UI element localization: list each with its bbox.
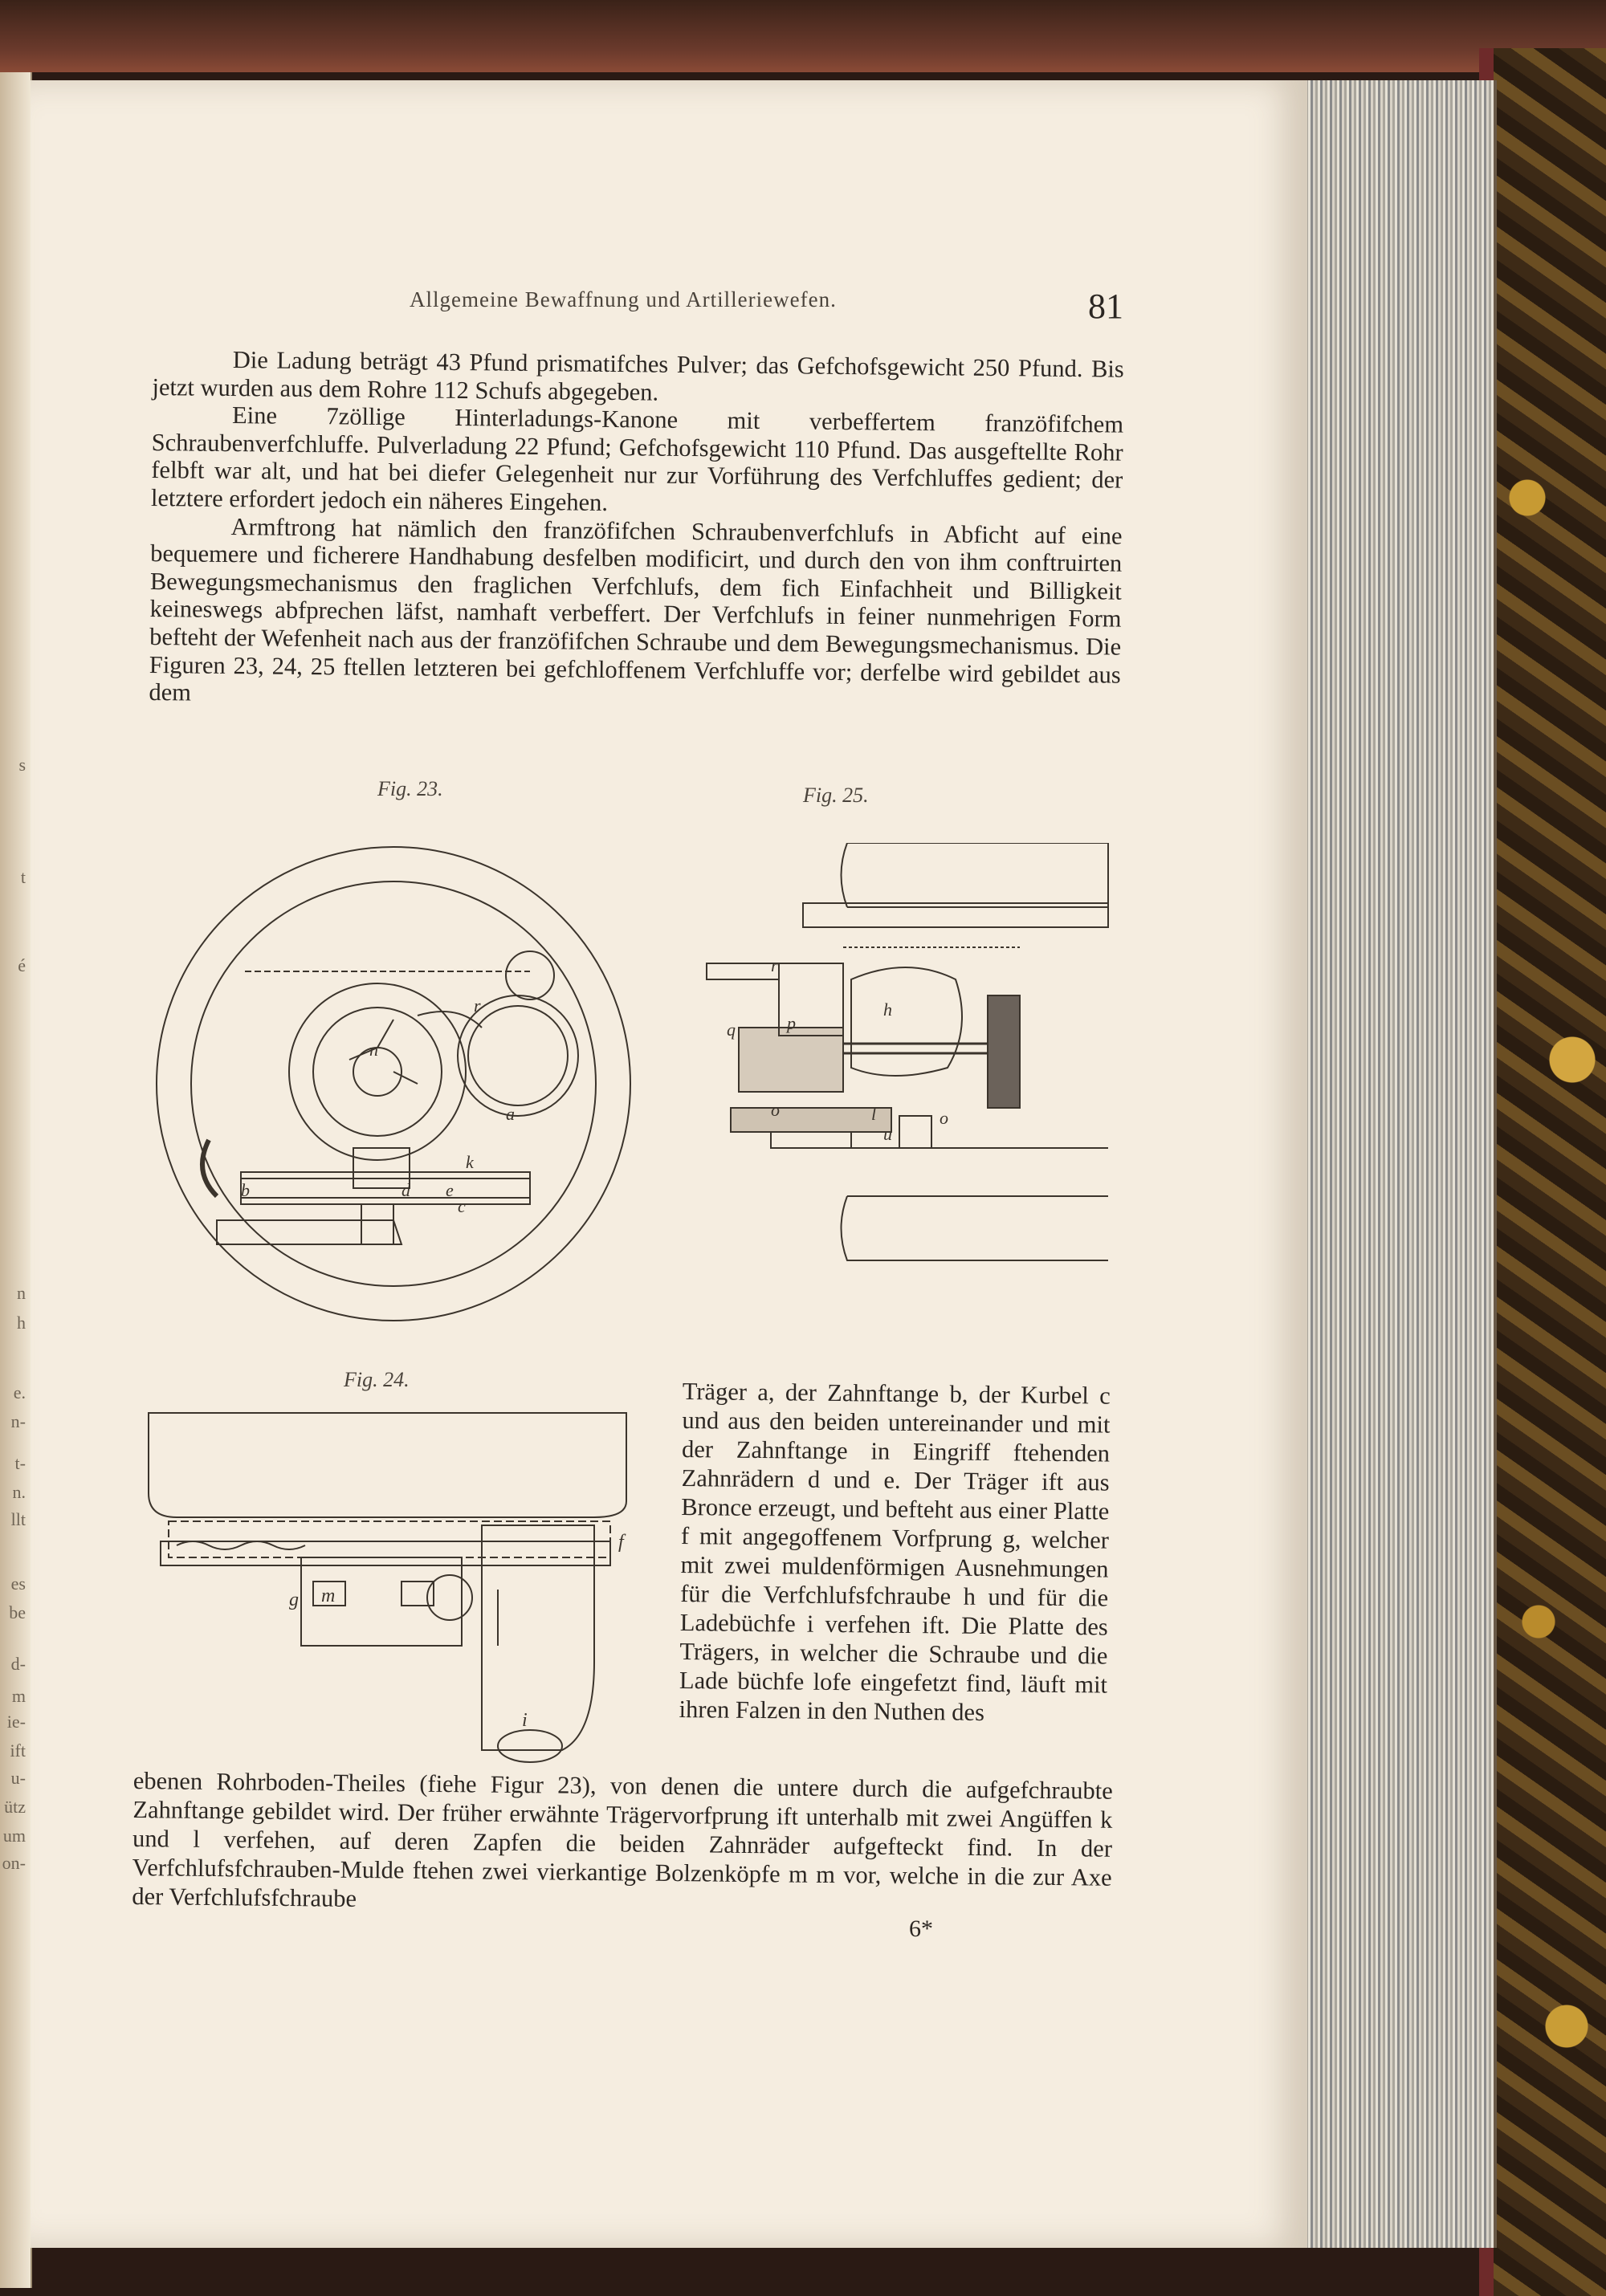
fig25-label: h bbox=[883, 999, 892, 1020]
figure-25-breech-section bbox=[683, 843, 1116, 1276]
figure-23-breech-front-view bbox=[153, 843, 634, 1325]
page-edges bbox=[1301, 80, 1497, 2248]
left-fragment: ie- bbox=[6, 1712, 26, 1732]
left-fragment: m bbox=[11, 1686, 26, 1706]
left-fragment: t bbox=[20, 867, 26, 887]
left-fragment: d- bbox=[10, 1654, 26, 1674]
book-cover-top bbox=[0, 0, 1606, 72]
fig25-label: o bbox=[940, 1108, 948, 1128]
fig23-label: e bbox=[446, 1180, 454, 1200]
left-fragment: t- bbox=[14, 1453, 26, 1473]
left-fragment: um bbox=[2, 1826, 26, 1846]
left-fragment: on- bbox=[2, 1853, 26, 1873]
left-fragment: ütz bbox=[4, 1797, 26, 1817]
fig25-label: l bbox=[871, 1104, 877, 1124]
paragraph: Die Ladung beträgt 43 Pfund prismatifches Pulver; das Gefchofsgewicht 250 Pfund. Bis jetzt wurden aus dem Rohre 112 Schufs abgegeben. bbox=[152, 346, 1124, 406]
figure-caption-23: Fig. 23. bbox=[377, 777, 443, 800]
fig24-label: f bbox=[618, 1532, 624, 1553]
fig23-label: r bbox=[474, 995, 481, 1016]
left-fragment: e. bbox=[13, 1382, 26, 1402]
fig23-label: d bbox=[402, 1180, 410, 1200]
left-page-edge bbox=[0, 72, 32, 2288]
fig23-label: n bbox=[369, 1040, 378, 1060]
left-fragment: n. bbox=[12, 1482, 26, 1502]
left-fragment: é bbox=[18, 955, 26, 975]
left-fragment: h bbox=[17, 1313, 26, 1333]
figure-24-breech-top-view bbox=[145, 1397, 642, 1766]
signature-mark: 6* bbox=[909, 1915, 933, 1942]
running-title: Allgemeine Bewaffnung und Artilleriewefen. bbox=[410, 287, 837, 311]
left-fragment: es bbox=[10, 1573, 26, 1594]
fig23-label: k bbox=[466, 1152, 474, 1172]
marbled-cover bbox=[1479, 48, 1606, 2296]
paragraph: Eine 7zöllige Hinterladungs-Kanone mit verbeffertem franzöfifchem Schraubenverfchluffe. Pulverladung 22 Pfund; Gefchofsgewicht 110 Pfund. Das ausgeftellte Rohr felbft war alt, und hat bei diefer Gelegenheit nur zur Vorführung des Verfchluffes gedient; der letztere erfordert jedoch ein näheres Eingehen. bbox=[150, 401, 1124, 516]
side-column-text: Träger a, der Zahnftange b, der Kurbel c und aus den beiden untereinander und mit der Zahnftange in Eingriff ftehenden Zahnrädern d und e. Der Träger ift aus Bronce erzeugt, und befteht aus einer Platte f mit angegoffenem Vorfprung g, welcher mit zwei muldenförmigen Ausnehmungen für die Verfchlufsfchraube h und für die Ladebüchfe i verfehen ift. Die Platte des Trägers, in welcher die Schraube und die Lade büchfe lofe eingefetzt find, läuft mit ihren Falzen in den Nuthen des bbox=[679, 1378, 1111, 1726]
figure-caption-24: Fig. 24. bbox=[344, 1368, 410, 1391]
page-number: 81 bbox=[1088, 287, 1123, 326]
fig23-label: c bbox=[458, 1196, 466, 1216]
left-fragment: ift bbox=[10, 1740, 26, 1761]
fig25-label: r bbox=[771, 955, 778, 975]
fig25-label: q bbox=[727, 1020, 736, 1040]
figure-caption-25: Fig. 25. bbox=[803, 784, 869, 807]
left-fragment: u- bbox=[10, 1768, 26, 1788]
fig25-label: o bbox=[771, 1100, 780, 1120]
bottom-text: ebenen Rohrboden-Theiles (fiehe Figur 23), von denen die untere durch die aufgefchraubte Zahnftange gebildet wird. Der früher erwähnte Trägervorfprung ift unterhalb mit zwei Angüffen k und l verfehen, auf deren Zapfen die beiden Zahnräder aufgefteckt find. In der Verfchlufsfchrauben-Mulde ftehen zwei vierkantige Bolzenköpfe m m vor, welche in die zur Axe der Verfchlufsfchraube bbox=[132, 1767, 1113, 1912]
left-fragment: n- bbox=[10, 1411, 26, 1431]
left-fragment: n bbox=[17, 1283, 26, 1303]
fig24-label: m bbox=[321, 1586, 336, 1606]
left-fragment: llt bbox=[10, 1509, 26, 1529]
fig23-label: a bbox=[506, 1104, 515, 1124]
paragraph: Armftrong hat nämlich den franzöfifchen Schraubenverfchlufs in Abficht auf eine bequemere und ficherere Handhabung desfelben modificirt, und durch den von ihm conftruirten Bewegungsmechanismus den fraglichen Verfchlufs, dem fich Einfachheit und Billigkeit keineswegs abfprechen läfst, namhaft verbeffert. Der Verfchlufs in feiner nunmehrigen Form befteht der Wefenheit nach aus der franzöfifchen Schraube und dem Bewegungsmechanismus. Die Figuren 23, 24, 25 ftellen letzteren bei gefchloffenem Verfchluffe vor; derfelbe wird gebildet aus dem bbox=[149, 512, 1123, 706]
fig24-label: g bbox=[289, 1590, 299, 1610]
left-fragment: be bbox=[9, 1602, 26, 1622]
fig25-label: u bbox=[883, 1124, 892, 1144]
fig23-label: b bbox=[241, 1180, 250, 1200]
fig24-label: i bbox=[522, 1710, 528, 1731]
fig25-label: p bbox=[787, 1013, 796, 1033]
main-text bbox=[149, 345, 1124, 716]
left-fragment: s bbox=[18, 755, 26, 775]
